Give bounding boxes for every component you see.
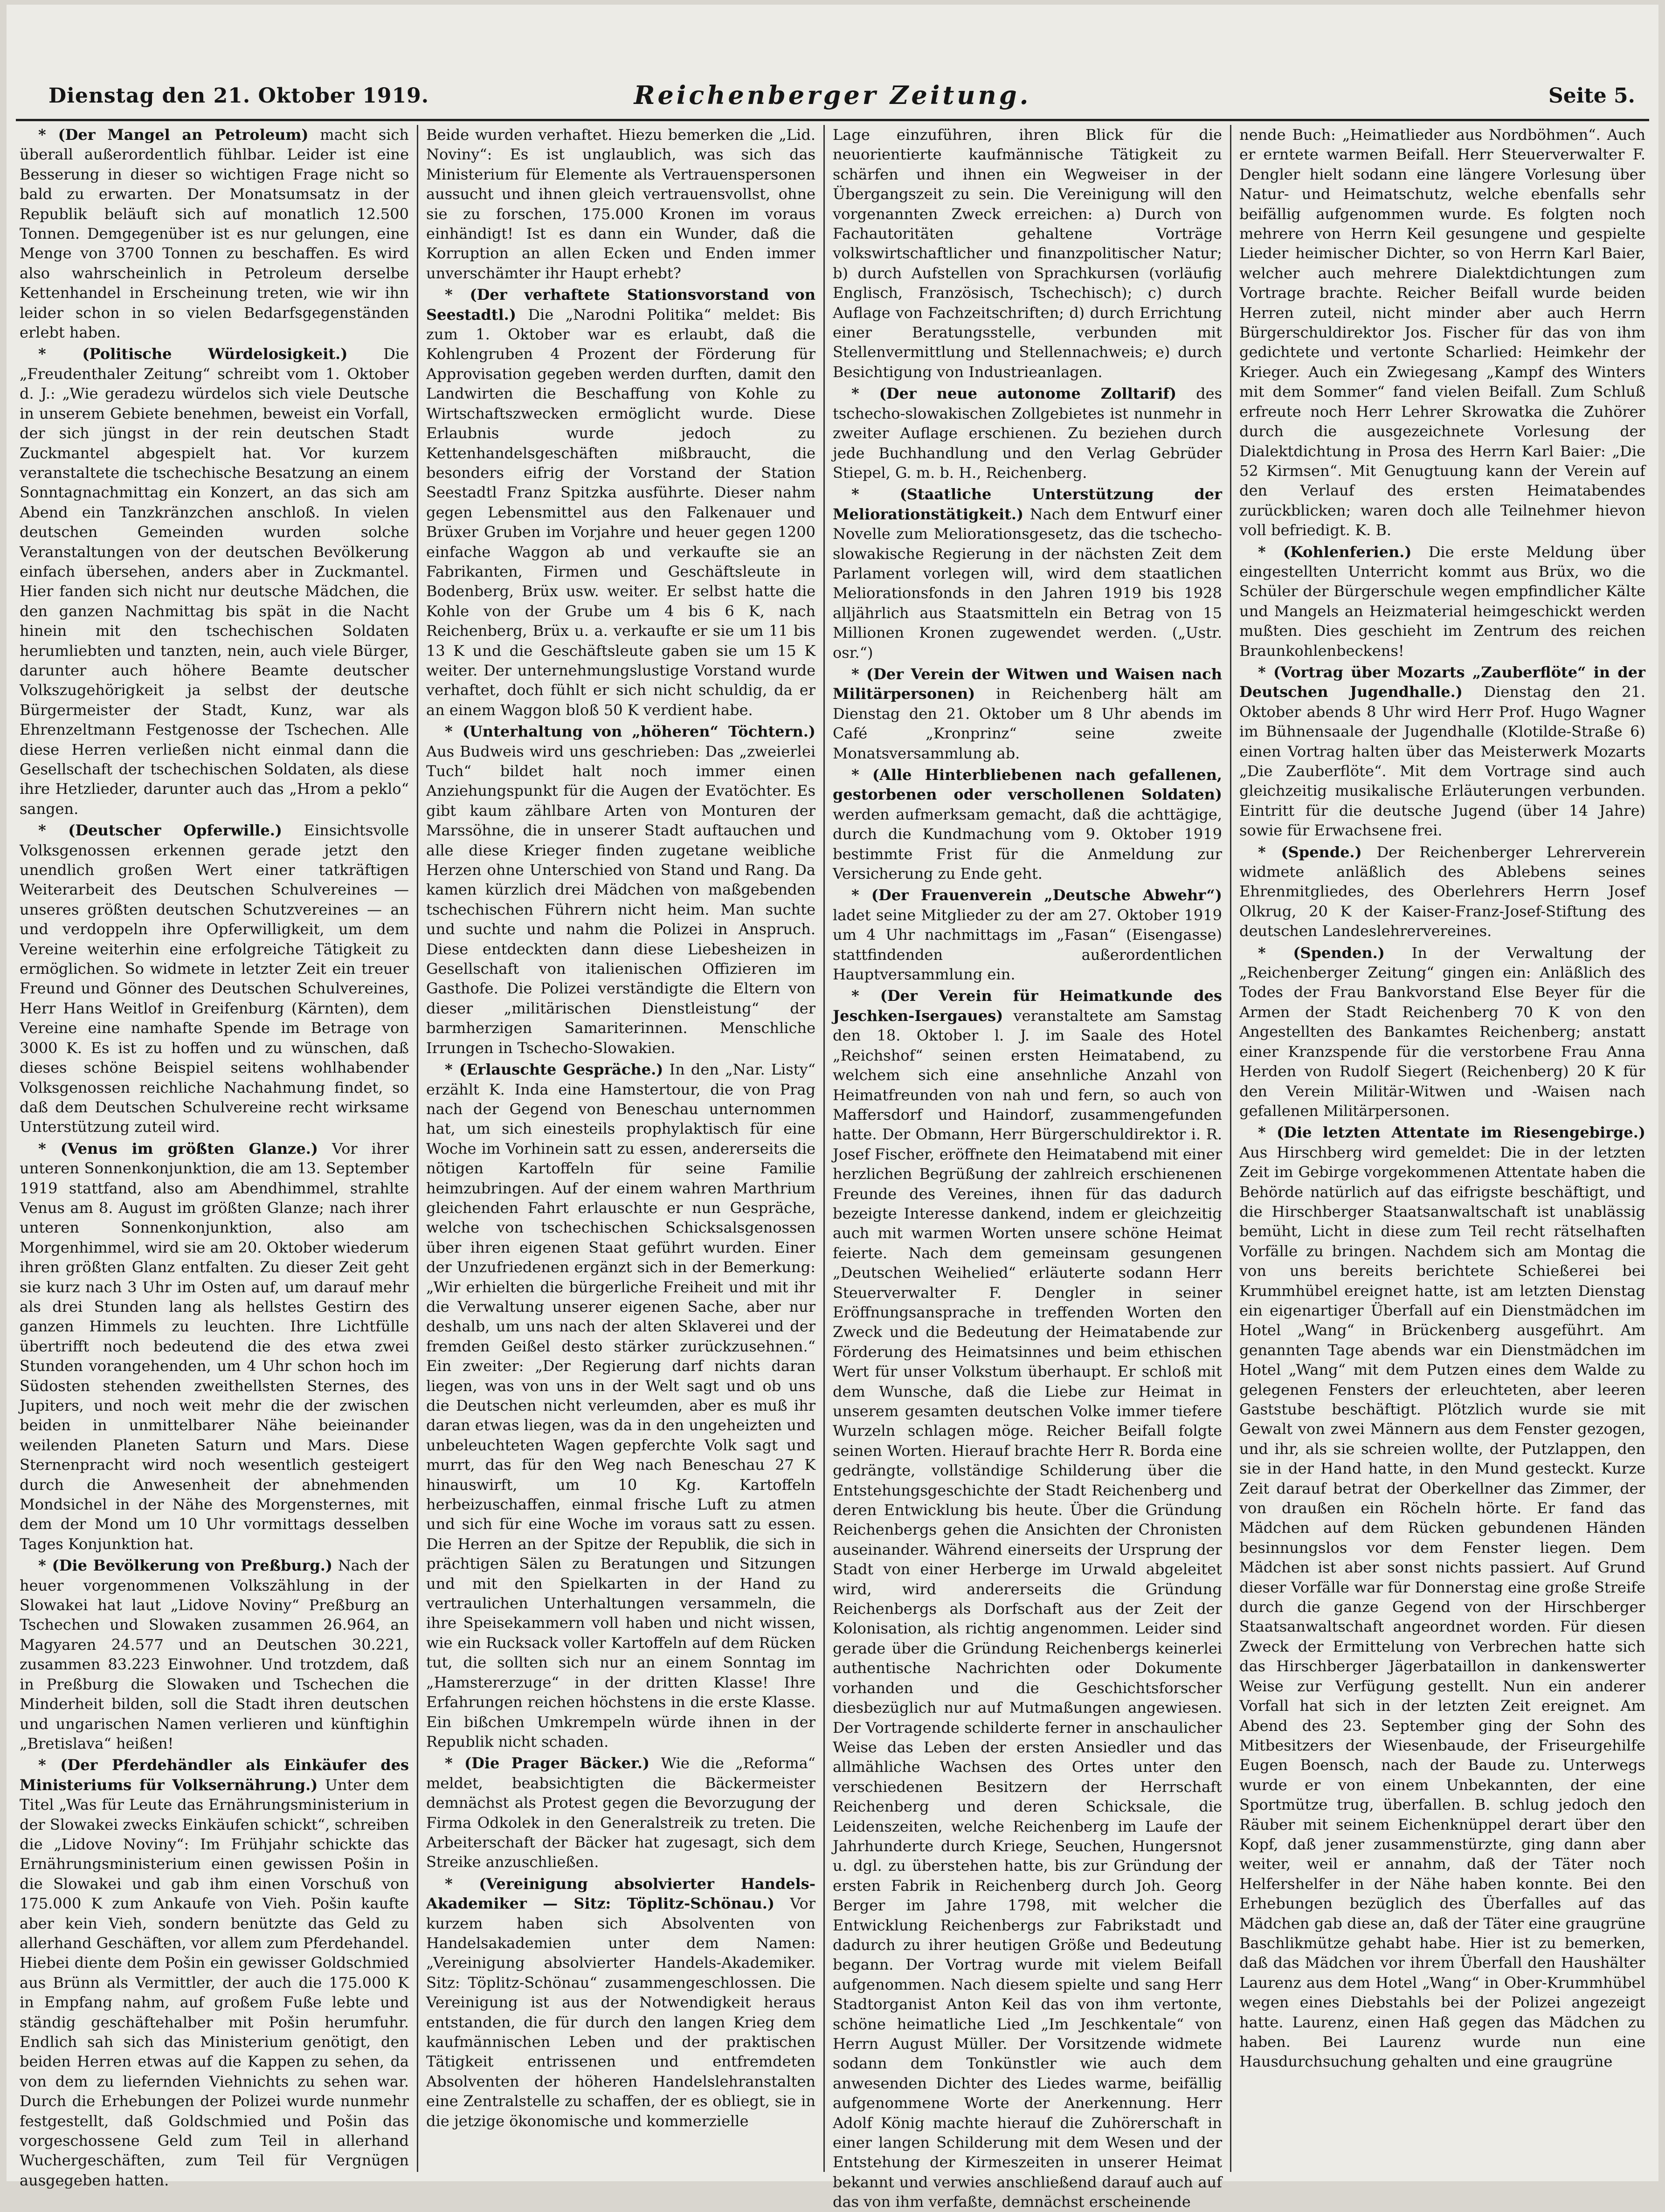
article-text: Aus Hirschberg wird gemeldet: Die in der letzten Zeit im Gebirge vorgekommenen Attentate haben die Behörde natürlich auf das eifrigste beschäftigt, und die Hirschberger Staatsanwaltschaft ist unablässig bemüht, Licht in diese zum Teil recht rätselhaften Vorfälle zu bringen. Nachdem sich am Montag die von uns bereits berichtete Schießerei bei Krummhübel ereignet hatte, ist am letzten Dienstag ein eigenartiger Überfall auf ein Dienstmädchen im Hotel „Wang“ in Brückenberg ausgeführt. Am genannten Tage abends war ein Dienstmädchen im Hotel „Wang“ mit dem Putzen eines dem Walde zu gelegenen Fensters der erleuchteten, aber leeren Gaststube beschäftigt. Plötzlich wurde sie mit Gewalt von zwei Männern aus dem Fenster gezogen, und ihr, als sie schreien wollte, der Putzlappen, den sie in der Hand hatte, in den Mund gesteckt. Kurze Zeit darauf betrat der Oberkellner das Zimmer, der von draußen ein Röcheln hörte. Er fand das Mädchen auf dem Rücken gebundenen Händen besinnungslos vor dem Fenster liegen. Dem Mädchen ist aber sonst nichts passiert. Auf Grund dieser Vorfälle war für Donnerstag eine große Streife durch die ganze Gegend von der Hirschberger Staatsanwaltschaft angeordnet worden. Für diesen Zweck der Ermittelung von Verbrechen hatte sich das Hirschberger Jägerbataillon in dankenswerter Weise zur Verfügung gestellt. Nun ein anderer Vorfall hat sich in der letzten Zeit ereignet. Am Abend des 23. September ging der Sohn des Mitbesitzers der Wiesenbaude, der Friseurgehilfe Eugen Boensch, nach der Baude zu. Unterwegs wurde er von einem Unbekannten, der eine Sportmütze trug, überfallen. B. schlug jedoch den Räuber mit seinem Eichenknüppel derart über den Kopf, daß jener zusammenstürzte, ging dann aber weiter, weil er annahm, daß der Täter noch Helfershelfer in der Nähe haben konnte. Bei den Erhebungen bezüglich des Überfalles auf das Mädchen gab diese an, daß der Täter eine graugrüne Baschlikmütze gehabt habe. Hier ist zu bemerken, daß das Mädchen vor ihrem Überfall den Haushälter Laurenz aus dem Hotel „Wang“ in Ober-Krummhübel wegen eines Diebstahls bei der Polizei angezeigt hatte. Laurenz, einen Haß gegen das Mädchen zu haben. Bei Laurenz wurde nun eine Hausdurchsuchung gehalten und eine graugrüne	[1239, 1143, 1645, 2071]
article-heading: * (Erlauschte Gespräche.)	[445, 1061, 663, 1079]
article-paragraph	[1239, 1123, 1645, 2072]
article-text: Nach der heuer vorgenommenen Volkszählung in der Slowakei hat laut „Lidove Noviny“ Preßburg an Tschechen und Slowaken zusammen 26.964, an Magyaren 24.577 und an Deutschen 30.221, zusammen 83.223 Einwohner. Und trotzdem, daß in Preßburg die Slowaken und Tschechen die Minderheit bilden, soll die Stadt ihren deutschen und ungarischen Namen verlieren und künftighin „Bretislava“ heißen!	[20, 1557, 409, 1752]
column-divider	[823, 125, 825, 2172]
article-heading: * (Politische Würdelosigkeit.)	[38, 345, 348, 363]
article-heading: * (Deutscher Opferwille.)	[38, 821, 282, 840]
column-1	[20, 125, 409, 2189]
article-heading: * (Venus im größten Glanze.)	[38, 1139, 318, 1158]
article-paragraph	[426, 285, 815, 720]
article-text: des tschecho-slowakischen Zollgebietes ist nunmehr in zweiter Auflage erschienen. Zu beziehen durch jede Buchhandlung und den Verlag Gebrüder Stiepel, G. m. b. H., Reichenberg.	[833, 385, 1223, 482]
column-3	[833, 125, 1223, 2211]
article-text: Wie die „Reforma“ meldet, beabsichtigten die Bäckermeister demnächst als Protest gegen die Bevorzugung der Firma Odkolek in den Generalstreik zu treten. Die Arbeiterschaft der Bäcker hat zugesagt, sich dem Streike anzuschließen.	[426, 1754, 816, 1871]
column-divider	[417, 125, 418, 2172]
article-heading: * (Unterhaltung von „höheren“ Töchtern.)	[445, 723, 815, 741]
article-paragraph	[20, 820, 409, 1137]
article-paragraph	[20, 1755, 409, 2190]
article-text: veranstaltete am Samstag den 18. Oktober l. J. im Saale des Hotel „Reichshof“ seinen ersten Heimatabend, zu welchem sich eine ansehnliche Anzahl von Heimatfreunden von nah und fern, so auch von Maffersdorf und Haindorf, zusammengefunden hatte. Der Obmann, Herr Bürgerschuldirektor i. R. Josef Fischer, eröffnete den Heimatabend mit einer herzlichen Begrüßung der zahlreich erschienenen Freunde des Vereines, ihnen für das dadurch bezeigte Interesse dankend, indem er gleichzeitig auch mit warmen Worten unsere schöne Heimat feierte. Nach dem gemeinsam gesungenen „Deutschen Weihelied“ erläuterte sodann Herr Steuerverwalter F. Dengler in seiner Eröffnungsansprache in treffenden Worten den Zweck und die Bedeutung der Heimatabende zur Förderung des Heimatsinnes und beim ethischen Wert für unser Volkstum überhaupt. Er schloß mit dem Wunsche, daß die Liebe zur Heimat in unserem gesamten deutschen Volke immer tiefere Wurzeln schlagen möge. Reicher Beifall folgte seinen Worten. Hierauf brachte Herr R. Borda eine gedrängte, vollständige Schilderung über die Entstehungsgeschichte der Stadt Reichenberg und deren Entwicklung bis heute. Über die Gründung Reichenbergs gehen die Ansichten der Chronisten auseinander. Während einerseits der Ursprung der Stadt von einer Herberge im Urwald abgeleitet wird, wird andererseits die Gründung Reichenbergs als Dorfschaft aus der Zeit der Kolonisation, als richtig angenommen. Leider sind gerade über die Gründung Reichenbergs keinerlei authentische Nachrichten oder Dokumente vorhanden und die Geschichtsforscher diesbezüglich nur auf Mutmaßungen angewiesen. Der Vortragende schilderte ferner in anschaulicher Weise das Leben der ersten Ansiedler und das allmähliche Wachsen des Ortes unter den verschiedenen Besitzern der Herrschaft Reichenberg und deren Schicksale, die Leidenszeiten, welche Reichenberg im Laufe der Jahrhunderte durch Kriege, Seuchen, Hungersnot u. dgl. zu überstehen hatte, bis zur Gründung der ersten Fabrik in Reichenberg durch Joh. Georg Berger im Jahre 1798, mit welcher die Entwicklung Reichenbergs zur Fabrikstadt und dadurch zu ihrer heutigen Größe und Bedeutung begann. Der Vortrag wurde mit vielem Beifall aufgenommen. Nach diesem spielte und sang Herr Stadtorganist Anton Keil das von ihm vertonte, schöne heimatliche Lied „Im Jeschkentale“ von Herrn August Müller. Der Vorsitzende widmete sodann dem Tonkünstler wie auch dem anwesenden Dichter des Liedes warme, beifällig aufgenommene Worte der Anerkennung. Herr Adolf König machte hierauf die Zuhörerschaft in einer langen Schilderung mit dem Wesen und der Entstehung der Kirmeszeiten in unserer Heimat bekannt und verwies anschließend darauf auch auf das von ihm verfaßte, demnächst erscheinende	[833, 1006, 1222, 2211]
article-paragraph	[1239, 125, 1645, 540]
article-heading: * (Die Bevölkerung von Preßburg.)	[38, 1557, 333, 1575]
article-heading: * (Die Prager Bäcker.)	[445, 1754, 650, 1772]
issue-date: Dienstag den 21. Oktober 1919.	[48, 84, 429, 108]
article-paragraph	[20, 344, 409, 819]
article-heading: * (Die letzten Attentate im Riesengebirge.)	[1258, 1123, 1645, 1142]
article-text: Die „Narodni Politika“ meldet: Bis zum 1. Oktober war es erlaubt, daß die Kohlengruben 4 Prozent der Förderung für Approvisation gegeben werden durften, damit den Landwirten die Beschaffung von Kohle zu Wirtschaftszwecken ermöglicht wurde. Diese Erlaubnis wurde jedoch zu Kettenhandelsgeschäften mißbraucht, die besonders eifrig der Vorstand der Station Seestadtl Franz Spitzka ausführte. Dieser nahm gegen Lebensmittel aus den Falkenauer und Brüxer Gruben im Vorjahre und heuer gegen 1200 einfache Waggon ab und verkaufte sie an Fabrikanten, Firmen und Geschäftsleute in Bodenberg, Brüx usw. weiter. Er selbst hatte die Kohle von der Grube um 4 bis 6 K, nach Reichenberg, Brüx u. a. verkaufte er sie um 11 bis 13 K und die Geschäftsleute gaben sie um 15 K weiter. Der unternehmungslustige Vorstand wurde verhaftet, doch fühlt er sich nicht schuldig, da er an einem Waggon bloß 50 K verdient habe.	[426, 305, 815, 719]
article-paragraph	[426, 1753, 815, 1872]
article-paragraph	[20, 1556, 409, 1753]
article-text: Die erste Meldung über eingestellten Unterricht kommt aus Brüx, wo die Schüler der Bürgerschule wegen empfindlicher Kälte und Mangels an Heizmaterial heimgeschickt werden mußten. Dies geschieht im Zentrum des reichen Braunkohlenbeckens!	[1239, 543, 1646, 660]
article-paragraph	[426, 1874, 815, 2131]
article-paragraph	[1239, 943, 1645, 1121]
article-paragraph	[833, 885, 1222, 984]
article-heading: * (Der Verein für Heimatkunde des Jeschken-Isergaues)	[833, 987, 1222, 1025]
article-text: macht sich überall außerordentlich fühlbar. Leider ist eine Besserung in dieser so wichtigen Frage nicht so bald zu erwarten. Der Monatsumsatz in der Republik beläuft sich auf monatlich 12.500 Tonnen. Demgegenüber ist es nur gelungen, eine Menge von 3700 Tonnen zu beschaffen. Es wird also wahrscheinlich in Petroleum derselbe Kettenhandel in Erscheinung treten, wie wir ihn leider schon in so vielen Bedarfsgegenständen erlebt haben.	[20, 126, 409, 342]
article-heading: * (Der Frauenverein „Deutsche Abwehr“)	[851, 886, 1222, 904]
article-text: Lage einzuführen, ihren Blick für die neuorientierte kaufmännische Tätigkeit zu schärfen und ihnen ein Wegweiser in der Übergangszeit zu sein. Die Vereinigung will den vorgenannten Zweck erreichen: a) Durch von Fachautoritäten gehaltene Vorträge volkswirtschaftlicher und finanzpolitischer Natur; b) durch Aufstellen von Sprachkursen (vorläufig Englisch, Französisch, Tschechisch); c) durch Auflage von Fachzeitschriften; d) durch Errichtung einer Beratungsstelle, verbunden mit Stellenvermittlung und Stellennachweis; e) durch Besichtigung von Industrieanlagen.	[833, 126, 1222, 381]
article-paragraph	[833, 484, 1222, 662]
article-paragraph	[833, 664, 1222, 763]
article-text: In der Verwaltung der „Reichenberger Zeitung“ gingen ein: Anläßlich des Todes der Frau Bankvorstand Else Beyer für die Armen der Stadt Reichenberg 70 K von den Angestellten des Bankamtes Reichenberg; anstatt einer Kranzspende für die verstorbene Frau Anna Herden von Rudolf Siegert (Reichenberg) 20 K für den Verein Militär-Witwen und -Waisen nach gefallenen Militärpersonen.	[1239, 944, 1646, 1120]
article-heading: * (Spenden.)	[1258, 944, 1385, 962]
article-text: nende Buch: „Heimatlieder aus Nordböhmen“. Auch er erntete warmen Beifall. Herr Steuerverwalter F. Dengler hielt sodann eine längere Vorlesung über Natur- und Heimatschutz, welche ebenfalls sehr beifällig aufgenommen wurde. Es folgten noch mehrere von Herrn Keil gesungene und gespielte Lieder heimischer Dichter, so von Herrn Karl Baier, welcher auch mehrere Dialektdichtungen zum Vortrage brachte. Reicher Beifall wurde beiden Herren zuteil, nicht minder aber auch Herrn Bürgerschuldirektor Jos. Fischer für das von ihm gedichtete und vertonte Scharlied: Heimkehr der Krieger. Auch ein Zwiegesang „Kampf des Winters mit dem Sommer“ fand vielen Beifall. Zum Schluß erfreute noch Herr Lehrer Skrowatka die Zuhörer durch die ausgezeichnete Vorlesung der Dialektdichtung in Prosa des Herrn Karl Baier: „Die 52 Kirmsen“. Mit Genugtuung kann der Verein auf den Verlauf des ersten Heimatabendes zurückblicken; waren doch alle Teilnehmer hievon voll befriedigt. K. B.	[1239, 126, 1645, 539]
article-text: Vor ihrer unteren Sonnenkonjunktion, die am 13. September 1919 stattfand, also am Abendhimmel, strahlte Venus am 8. August im größten Glanze; nach ihrer unteren Sonnenkonjunktion, also am Morgenhimmel, wird sie am 20. Oktober wiederum ihren größten Glanz entfalten. Zu dieser Zeit geht sie kurz nach 3 Uhr im Osten auf, um darauf mehr als drei Stunden lang als hellstes Gestirn des ganzen Himmels zu leuchten. Ihre Lichtfülle übertrifft noch bedeutend die des etwa zwei Stunden vorangehenden, um 4 Uhr schon hoch im Südosten stehenden zweithellsten Sternes, des Jupiters, und noch weit mehr die der zwischen beiden in unmittelbarer Nähe beieinander weilenden Planeten Saturn und Mars. Diese Sternenpracht wird noch wesentlich gesteigert durch die Anwesenheit der abnehmenden Mondsichel in der Nähe des Morgensternes, mit dem der Mond um 10 Uhr vormittags desselben Tages Konjunktion hat.	[20, 1139, 409, 1553]
page-number: Seite 5.	[1548, 84, 1635, 108]
article-text: Dienstag den 21. Oktober abends 8 Uhr wird Herr Prof. Hugo Wagner im Bühnensaale der Jugendhalle (Klotilde-Straße 6) einen Vortrag halten über das Meisterwerk Mozarts „Die Zauberflöte“. Mit dem Vortrage sind auch gleichzeitig musikalische Erläuterungen verbunden. Eintritt für die deutsche Jugend (über 14 Jahre) sowie für Erwachsene frei.	[1239, 683, 1646, 840]
newspaper-page	[7, 5, 1658, 2211]
article-heading: * (Spende.)	[1258, 843, 1362, 861]
article-text: Beide wurden verhaftet. Hiezu bemerken die „Lid. Noviny“: Es ist unglaublich, was sich das Ministerium für Elemente als Vertrauenspersonen aussucht und ihnen gleich vertrauensvollst, ohne sie zu forschen, 175.000 Kronen im voraus einhändigt! Ist es dann ein Wunder, daß die Korruption an allen Ecken und Enden immer unverschämter ihr Haupt erhebt?	[426, 126, 815, 282]
article-text: werden aufmerksam gemacht, daß die achttägige, durch die Kundmachung vom 9. Oktober 1919 bestimmte Frist für die Anmeldung zur Versicherung zu Ende geht.	[833, 805, 1222, 883]
article-text: Aus Budweis wird uns geschrieben: Das „zweierlei Tuch“ bildet halt noch immer einen Anziehungspunkt für die Augen der Evatöchter. Es gibt kaum zählbare Arten von Monturen der Marssöhne, die in unserer Stadt auftauchen und alle diese Krieger finden zugetane weibliche Herzen ohne Unterschied von Stand und Rang. Da kamen kürzlich drei Mädchen von maßgebenden tschechischen Führern nicht heim. Man suchte und suchte und nahm die Polizei in Anspruch. Diese entdeckten dann diese Liebesheizen in Gesellschaft von italienischen Offizieren im Gasthofe. Die Polizei verständigte die Eltern von dieser „militärischen Dienstleistung“ der barmherzigen Samariterinnen. Menschliche Irrungen in Tschecho-Slowakien.	[426, 742, 815, 1057]
article-heading: * (Der Verein der Witwen und Waisen nach Militärpersonen)	[833, 665, 1222, 703]
article-paragraph	[1239, 542, 1645, 661]
article-heading: * (Alle Hinterbliebenen nach gefallenen, gestorbenen oder verschollenen Soldaten)	[833, 766, 1222, 804]
column-4	[1239, 125, 1645, 2172]
article-paragraph	[426, 125, 815, 283]
article-columns	[20, 125, 1646, 2211]
page-header	[16, 75, 1649, 121]
newspaper-title: Reichenberger Zeitung.	[634, 80, 1031, 110]
article-heading: * (Der Mangel an Petroleum)	[38, 126, 309, 144]
article-text: in Reichenberg hält am Dienstag den 21. Oktober um 8 Uhr abends im Café „Kronprinz“ seine zweite Monatsversammlung ab.	[833, 685, 1222, 762]
article-paragraph	[1239, 662, 1645, 841]
column-2	[426, 125, 815, 2172]
article-heading: * (Vortrag über Mozarts „Zauberflöte“ in der Deutschen Jugendhalle.)	[1239, 663, 1645, 701]
article-heading: * (Der Pferdehändler als Einkäufer des Ministeriums für Volksernährung.)	[20, 1756, 409, 1794]
article-text: Einsichtsvolle Volksgenossen erkennen gerade jetzt den unendlich großen Wert einer tatkräftigen Weiterarbeit des Deutschen Schulvereines — unseres größten deutschen Schutzvereines — an und verdoppeln ihre Opferwilligkeit, um dem Vereine weiterhin eine erfolgreiche Tätigkeit zu ermöglichen. So widmete in letzter Zeit ein treuer Freund und Gönner des Deutschen Schulvereines, Herr Hans Weitlof in Greifenburg (Kärnten), dem Vereine eine namhafte Spende im Betrage von 3000 K. Es ist zu hoffen und zu wünschen, daß dieses schöne Beispiel seitens wohlhabender Volksgenossen reichliche Nachahmung findet, so daß dem Deutschen Schulvereine recht wirksame Unterstützung zuteil wird.	[20, 821, 409, 1136]
article-paragraph	[426, 722, 815, 1058]
article-paragraph	[833, 125, 1222, 382]
article-text: In den „Nar. Listy“ erzählt K. Inda eine Hamstertour, die von Prag nach der Gegend von Beneschau unternommen hat, um sich einesteils prophylaktisch für eine Woche im Vorhinein satt zu essen, andererseits die nötigen Kartoffeln für seine Familie heimzubringen. Auf der einem wahren Marthrium gleichenden Fahrt erlauschte er nun Gespräche, welche von tschechischen Schicksalsgenossen über ihren eigenen Staat geführt wurden. Einer der Unzufriedenen ergänzt sich in der Bemerkung: „Wir erhielten die bürgerliche Freiheit und mit ihr die Verwaltung unserer eigenen Sache, aber nur deshalb, um uns nach der alten Sklaverei und der fremden Geißel desto stärker zurückzusehnen.“ Ein zweiter: „Der Regierung darf nichts daran liegen, was von uns in der Welt sagt und ob uns die Deutschen nicht verleumden, aber es muß ihr daran etwas liegen, was da in den ungeheizten und unbeleuchteten Wagen gepferchte Volk sagt und murrt, das für den Weg nach Beneschau 27 K hinauswirft, um 10 Kg. Kartoffeln herbeizuschaffen, einmal frische Luft zu atmen und sich für eine Woche im voraus satt zu essen. Die Herren an der Spitze der Republik, die sich in prächtigen Sälen zu Beratungen und Sitzungen und mit den Spielkarten in der Hand zu vertraulichen Unterhaltungen versammeln, die ihre Speisekammern voll haben und nicht wissen, wie ein Rucksack voller Kartoffeln auf dem Rücken tut, die sollten sich nur an einem Sonntag im „Hamstererzuge“ in der dritten Klasse! Ihre Erfahrungen reichen höchstens in die erste Klasse. Ein bißchen Umkrempeln würde ihnen in der Republik nicht schaden.	[426, 1061, 816, 1750]
article-paragraph	[833, 384, 1222, 482]
article-text: Der Reichenberger Lehrerverein widmete anläßlich des Ablebens seines Ehrenmitgliedes, des Oberlehrers Herrn Josef Olkrug, 20 K der Kaiser-Franz-Josef-Stiftung des deutschen Landeslehrervereines.	[1239, 843, 1645, 940]
article-text: Die „Freudenthaler Zeitung“ schreibt vom 1. Oktober d. J.: „Wie geradezu würdelos sich viele Deutsche in unserem Gebiete benehmen, beweist ein Vorfall, der sich jüngst in der rein deutschen Stadt Zuckmantel abgespielt hat. Vor kurzem veranstaltete die tschechische Besatzung an einem Sonntagnachmittag ein Konzert, an das sich am Abend ein Tanzkränzchen anschloß. In vielen deutschen Gemeinden wurden solche Veranstaltungen von der deutschen Bevölkerung einfach übersehen, anders aber in Zuckmantel. Hier fanden sich nicht nur deutsche Mädchen, die den ganzen Nachmittag bis spät in die Nacht hinein mit den tschechischen Soldaten herumliebten und tanzten, nein, auch viele Bürger, darunter auch höhere Beamte deutscher Volkszugehörigkeit ja selbst der deutsche Bürgermeister der Stadt, Kunz, war als Ehrenzeltmann Festgenosse der Tschechen. Alle diese Herren verließen nicht einmal dann die Gesellschaft der tschechischen Soldaten, als diese ihre Hetzlieder, darunter auch das „Hrom a peklo“ sangen.	[20, 345, 409, 818]
article-heading: * (Vereinigung absolvierter Handels-Akademiker — Sitz: Töplitz-Schönau.)	[426, 1874, 815, 1913]
article-paragraph	[833, 765, 1222, 883]
article-heading: * (Der neue autonome Zolltarif)	[851, 385, 1177, 403]
article-paragraph	[20, 125, 409, 342]
article-text: ladet seine Mitglieder zu der am 27. Oktober 1919 um 4 Uhr nachmittags im „Fasan“ (Eisengasse) stattfindenden außerordentlichen Hauptversammlung ein.	[833, 906, 1222, 984]
article-paragraph	[426, 1060, 815, 1751]
article-text: Vor kurzem haben sich Absolventen von Handelsakademien unter dem Namen: „Vereinigung absolvierter Handels-Akademiker. Sitz: Töplitz-Schönau“ zusammengeschlossen. Die Vereinigung ist aus der Notwendigkeit heraus entstanden, die für durch den langen Krieg dem kaufmännischen Leben und der praktischen Tätigkeit entrissenen und entfremdeten Absolventen der höheren Handelslehranstalten eine Zentralstelle zu schaffen, der es obliegt, sie in die jetzige ökonomische und kommerzielle	[426, 1895, 816, 2130]
article-text: Unter dem Titel „Was für Leute das Ernährungsministerium in der Slowakei zwecks Einkäufen schickt“, schreiben die „Lidove Noviny“: Im Frühjahr schickte das Ernährungsministerium einen gewissen Pošin in die Slowakei und gab ihm einen Vorschuß von 175.000 K zum Ankaufe von Vieh. Pošin kaufte aber kein Vieh, sondern benützte das Geld zu allerhand Geschäften, vor allem zum Pferdehandel. Hiebei diente dem Pošin ein gewisser Goldschmied aus Brünn als Vermittler, der auch die 175.000 K in Empfang nahm, auf großem Fuße lebte und ständig geschäftehalber mit Pošin herumfuhr. Endlich sah sich das Ministerium genötigt, den beiden Herren etwas auf die Kappen zu sehen, da von dem zu liefernden Viehnichts zu sehen war. Durch die Erhebungen der Polizei wurde nunmehr festgestellt, daß Goldschmied und Pošin das vorgeschossene Geld zum Teil in allerhand Wuchergeschäften, zum Teil für Vergnügen ausgegeben hatten.	[20, 1776, 409, 2189]
article-text: Nach dem Entwurf einer Novelle zum Meliorationsgesetz, das die tschecho-slowakische Regierung in der nächsten Zeit dem Parlament vorlegen will, wird dem staatlichen Meliorationsfonds in den Jahren 1919 bis 1928 alljährlich aus Staatsmitteln ein Betrag von 15 Millionen Kronen zugewendet werden. („Ustr. osr.“)	[833, 505, 1222, 662]
column-divider	[1230, 125, 1231, 2172]
article-paragraph	[20, 1139, 409, 1554]
article-paragraph	[833, 986, 1222, 2212]
article-heading: * (Der verhaftete Stationsvorstand von Seestadtl.)	[426, 286, 815, 324]
article-paragraph	[1239, 842, 1645, 941]
article-heading: * (Kohlenferien.)	[1258, 543, 1412, 561]
article-heading: * (Staatliche Unterstützung der Meliorationstätigkeit.)	[833, 485, 1222, 523]
